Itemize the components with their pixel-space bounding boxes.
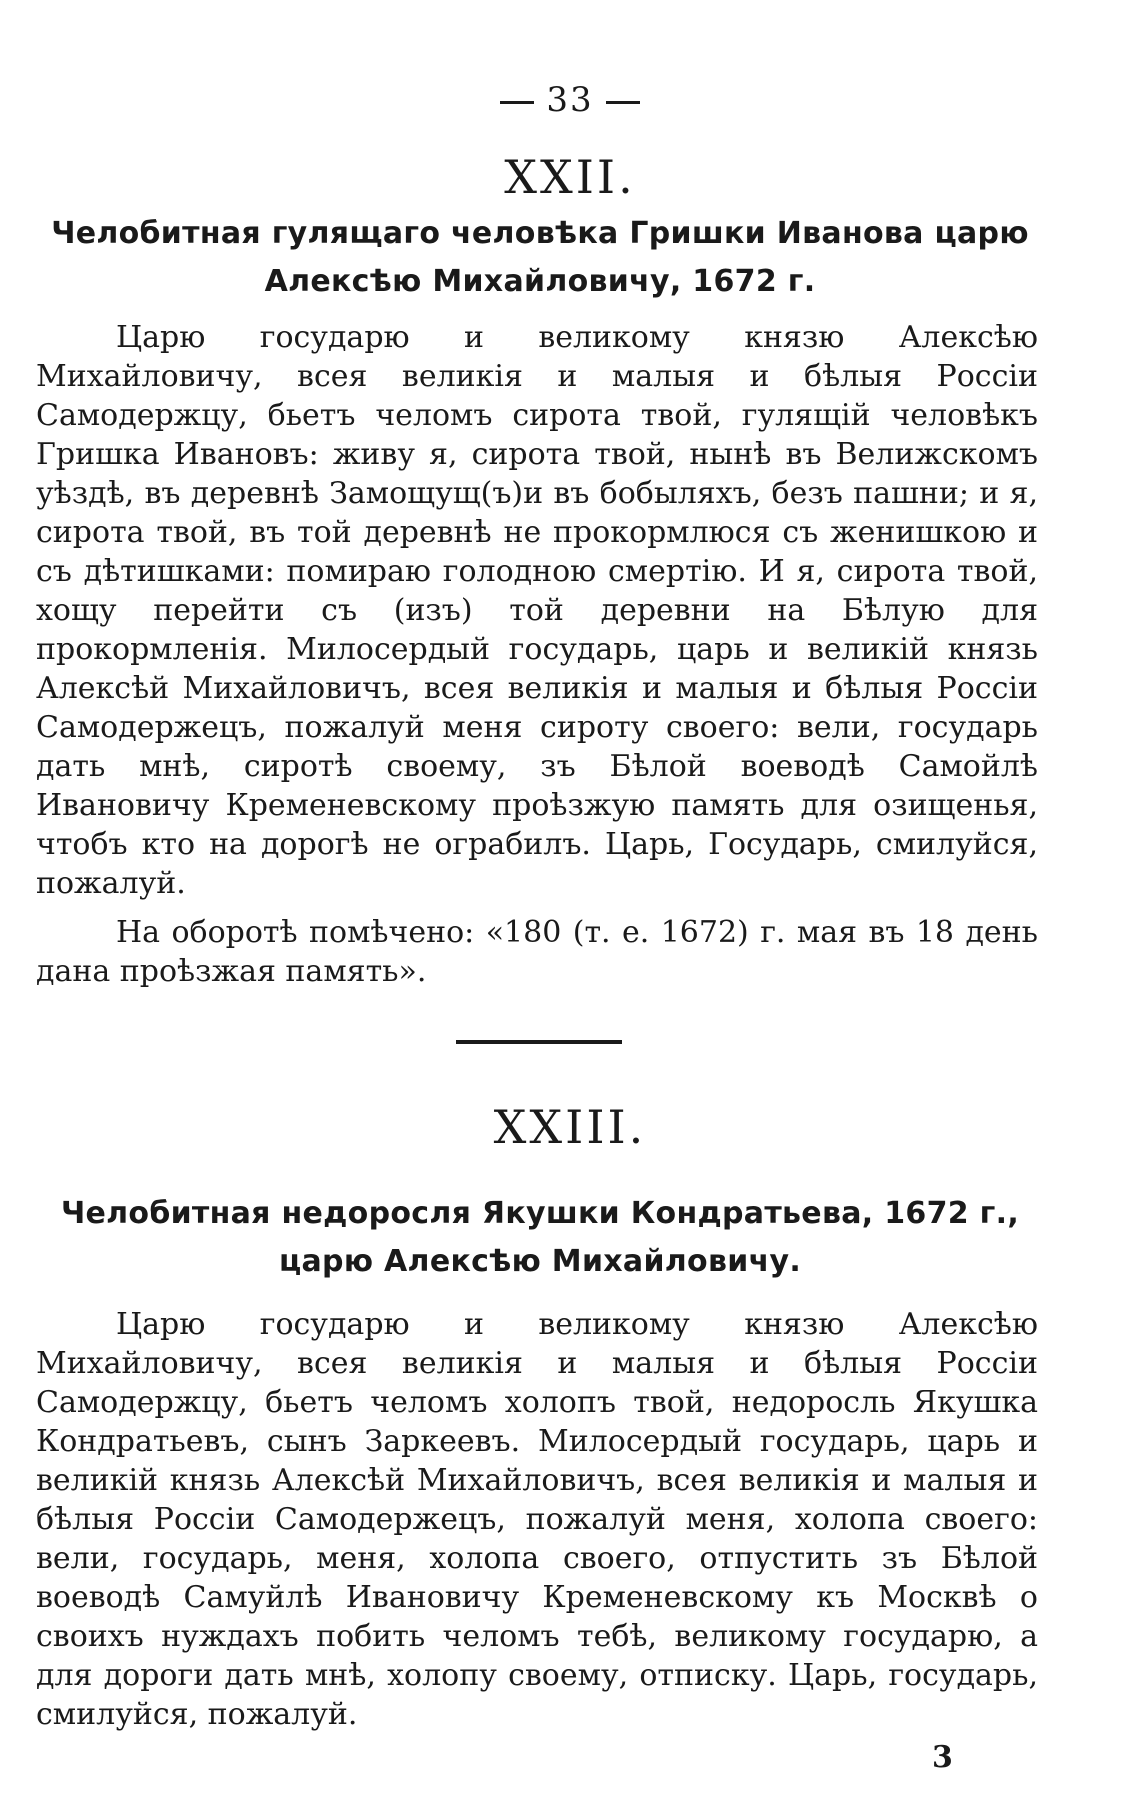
- section-title-xxii: Челобитная гулящаго человѣка Гришки Иванова царю Алексѣю Михайловичу, 1672 г.: [51, 216, 1029, 299]
- page-number-value: 33: [546, 80, 594, 120]
- section-divider: [456, 1040, 622, 1044]
- section-title-xxiii: Челобитная недоросля Якушки Кондратьева, 1672 г., царю Алексѣю Михайловичу.: [60, 1196, 1020, 1279]
- page-number: [0, 80, 1140, 120]
- section-body-xxiii: Царю государю и великому князю Алексѣю Михайловичу, всея великія и малыя и бѣлыя Россіи Самодержцу, бьетъ челомъ холопъ твой, недоросль Якушка Кондратьевъ, сынъ Заркеевъ. Милосердый государь, царь и великій князь Алексѣй Михайловичъ, всея великія и малыя и бѣлыя Россіи Самодержецъ, пожалуй меня, холопа своего: вели, государь, меня, холопа своего, отпустить зъ Бѣлой воеводѣ Самуйлѣ Ивановичу Кременевскому къ Москвѣ о своихъ нуждахъ побить челомъ тебѣ, великому государю, а для дороги дать мнѣ, холопу своему, отписку. Царь, государь, смилуйся, пожалуй.: [36, 1307, 1038, 1732]
- section-numeral-xxii: XXII.: [504, 150, 636, 204]
- signature-mark: 3: [932, 1740, 953, 1775]
- page-number-dash-left: [500, 101, 534, 104]
- section-numeral-xxiii: XXIII.: [493, 1100, 647, 1154]
- section-body-xxii: Царю государю и великому князю Алексѣю Михайловичу, всея великія и малыя и бѣлыя Россіи Самодержцу, бьетъ челомъ сирота твой, гулящій человѣкъ Гришка Ивановъ: живу я, сирота твой, нынѣ въ Велижскомъ уѣздѣ, въ деревнѣ Замощущ(ъ)и въ бобыляхъ, безъ пашни; и я, сирота твой, въ той деревнѣ не прокормлюся съ женишкою и съ дѣтишками: помираю голодною смертію. И я, сирота твой, хощу перейти съ (изъ) той деревни на Бѣлую для прокормленія. Милосердый государь, царь и великій князь Алексѣй Михайловичъ, всея великія и малыя и бѣлыя Россіи Самодержецъ, пожалуй меня сироту своего: вели, государь дать мнѣ, сиротѣ своему, зъ Бѣлой воеводѣ Самойлѣ Ивановичу Кременевскому проѣзжую память для озищенья, чтобъ кто на дорогѣ не ограбилъ. Царь, Государь, смилуйся, пожалуй.: [36, 320, 1038, 901]
- page-number-dash-right: [606, 101, 640, 104]
- section-note-xxii: На оборотѣ помѣчено: «180 (т. е. 1672) г. мая въ 18 день дана проѣзжая память».: [36, 915, 1038, 989]
